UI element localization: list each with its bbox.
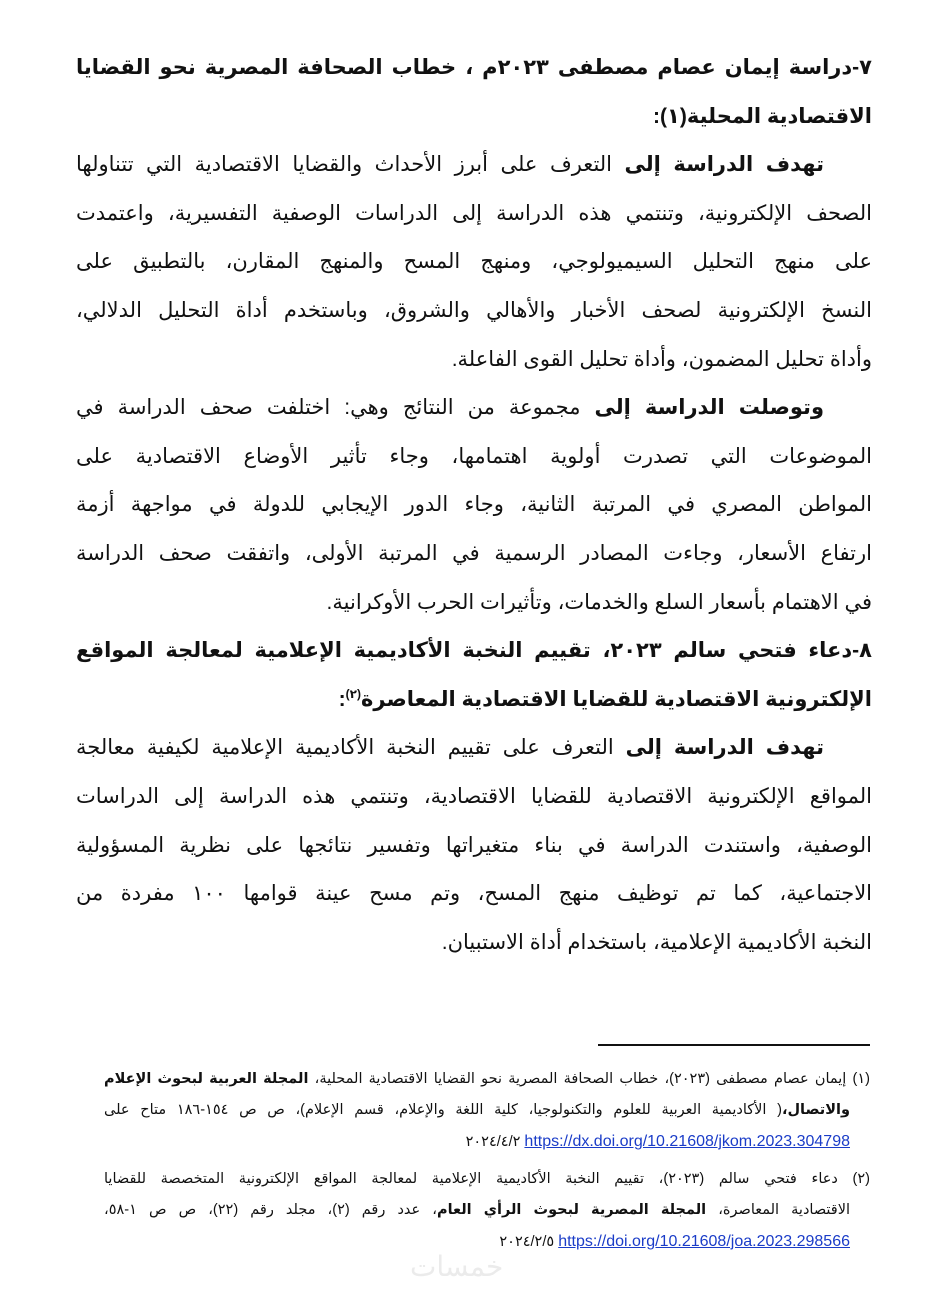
- text-line: [76, 724, 872, 773]
- text-segment: وأداة تحليل المضمون، وأداة تحليل القوى الفاعلة.: [451, 347, 872, 371]
- text-segment: ارتفاع الأسعار، وجاءت المصادر الرسمية في المرتبة الأولى، واتفقت صحف الدراسة: [76, 541, 872, 565]
- bold-text: الاقتصادية المحلية(١):: [653, 104, 872, 128]
- bold-text: ٨-دعاء فتحي سالم ٢٠٢٣، تقييم النخبة الأكاديمية الإعلامية لمعالجة المواقع: [76, 639, 872, 663]
- text-line: [76, 481, 872, 530]
- bold-text: :: [338, 687, 346, 711]
- text-line: [76, 773, 872, 822]
- doi-link[interactable]: https://dx.doi.org/10.21608/jkom.2023.304798: [524, 1133, 850, 1150]
- bold-text: المجلة المصرية لبحوث الرأي العام: [436, 1202, 707, 1218]
- text-segment: الاجتماعية، كما تم توظيف منهج المسح، وتم مسح عينة قوامها ١٠٠ مفردة من: [76, 882, 873, 906]
- text-segment: ٢٠٢٤/٤/٢: [465, 1134, 525, 1150]
- text-segment: على منهج التحليل السيميولوجي، ومنهج المسح والمنهج المقارن، بالتطبيق على: [76, 250, 872, 274]
- text-line: [76, 93, 872, 142]
- text-line: [76, 579, 872, 628]
- text-line: [76, 676, 872, 725]
- text-segment: النخبة الأكاديمية الإعلامية، باستخدام أداة الاستبيان.: [441, 930, 872, 954]
- text-line: [76, 822, 872, 871]
- bold-text: الإلكترونية الاقتصادية للقضايا الاقتصادية المعاصرة: [361, 687, 872, 711]
- bold-text: تهدف الدراسة إلى: [625, 736, 824, 760]
- text-segment: التعرف على تقييم النخبة الأكاديمية الإعلامية لكيفية معالجة: [76, 736, 626, 760]
- text-segment: النسخ الإلكترونية لصحف الأخبار والأهالي والشروق، وباستخدم أداة التحليل الدلالي،: [76, 298, 872, 322]
- text-line: [76, 919, 872, 968]
- text-line: [76, 44, 872, 93]
- text-segment: ٢٠٢٤/٢/٥: [499, 1234, 559, 1250]
- watermark-logo: خمسات: [410, 1250, 504, 1283]
- text-line: [76, 433, 872, 482]
- footnote-line: [104, 1064, 870, 1095]
- bold-text: المجلة العربية لبحوث الإعلام: [104, 1071, 309, 1087]
- text-segment: الصحف الإلكترونية، وتنتمي هذه الدراسة إلى الدراسات الوصفية التفسيرية، واعتمدت: [76, 201, 872, 225]
- text-segment: المواقع الإلكترونية الاقتصادية للقضايا الاقتصادية، وتنتمي هذه الدراسة إلى الدراسات: [76, 784, 872, 808]
- footnote-line: [104, 1195, 870, 1226]
- text-line: [76, 384, 872, 433]
- doi-link[interactable]: https://doi.org/10.21608/joa.2023.298566: [558, 1233, 850, 1250]
- footnotes: [104, 1064, 870, 1257]
- text-segment: (٢) دعاء فتحي سالم (٢٠٢٣)، تقييم النخبة الأكاديمية الإعلامية لمعالجة المواقع الإلكترونية المتخصصة للقضايا: [104, 1171, 870, 1187]
- bold-text: وتوصلت الدراسة إلى: [594, 396, 824, 420]
- text-line: [76, 336, 872, 385]
- text-segment: المواطن المصري في المرتبة الثانية، وجاء الدور الإيجابي للدولة في مواجهة أزمة: [76, 493, 872, 517]
- bold-text: والاتصال،: [781, 1102, 850, 1118]
- text-line: [76, 627, 872, 676]
- text-line: [76, 530, 872, 579]
- text-segment: في الاهتمام بأسعار السلع والخدمات، وتأثيرات الحرب الأوكرانية.: [326, 590, 872, 614]
- footnote-separator: [598, 1044, 870, 1046]
- text-segment: ( الأكاديمية العربية للعلوم والتكنولوجيا، كلية اللغة والإعلام، قسم الإعلام)، ص ص ١٥٤-١٨٦ متاح على: [104, 1102, 782, 1118]
- text-line: [76, 238, 872, 287]
- footnote-line: [104, 1095, 870, 1126]
- bold-text: ٧-دراسة إيمان عصام مصطفى ٢٠٢٣م ، خطاب الصحافة المصرية نحو القضايا: [76, 56, 872, 79]
- text-segment: الوصفية، واستندت الدراسة في بناء متغيراتها وتفسير نتائجها على نظرية المسؤولية: [76, 833, 872, 857]
- footnote-line: [104, 1126, 870, 1157]
- text-segment: الموضوعات التي تصدرت أولوية اهتمامها، وجاء تأثير الأوضاع الاقتصادية على: [76, 444, 872, 468]
- text-segment: ، عدد رقم (٢)، مجلد رقم (٢٢)، ص ص ١-٥٨،: [104, 1202, 437, 1218]
- text-line: [76, 141, 872, 190]
- footnote-ref[interactable]: (٢): [345, 686, 361, 701]
- document-body: [76, 44, 872, 967]
- text-line: [76, 190, 872, 239]
- text-line: [76, 287, 872, 336]
- text-segment: (١) إيمان عصام مصطفى (٢٠٢٣)، خطاب الصحافة المصرية نحو القضايا الاقتصادية المحلية،: [308, 1071, 870, 1087]
- text-segment: الاقتصادية المعاصرة،: [706, 1202, 851, 1218]
- text-segment: التعرف على أبرز الأحداث والقضايا الاقتصادية التي تتناولها: [76, 153, 625, 177]
- text-segment: مجموعة من النتائج وهي: اختلفت صحف الدراسة في: [76, 396, 595, 420]
- text-line: [76, 870, 872, 919]
- bold-text: تهدف الدراسة إلى: [624, 153, 824, 177]
- footnote-line: [104, 1164, 870, 1195]
